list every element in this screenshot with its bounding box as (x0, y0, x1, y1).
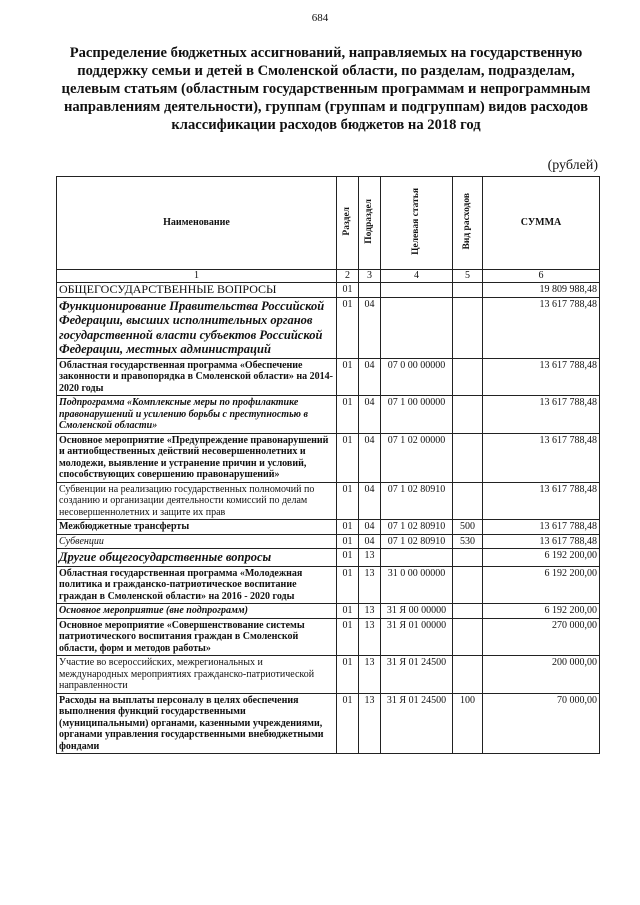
row-sum: 270 000,00 (483, 618, 600, 656)
column-number: 2 (337, 270, 359, 283)
row-section: 01 (337, 433, 359, 482)
row-subsection: 04 (359, 396, 381, 434)
row-type (453, 396, 483, 434)
row-section: 01 (337, 534, 359, 549)
row-section: 01 (337, 482, 359, 520)
header-subsection: Подраздел (359, 177, 381, 270)
row-name: Подпрограмма «Комплексные меры по профилактике правонарушений и усилению борьбы с преступностью в Смоленской области» (57, 396, 337, 434)
row-subsection: 13 (359, 693, 381, 754)
row-subsection: 13 (359, 656, 381, 694)
row-section: 01 (337, 396, 359, 434)
row-section: 01 (337, 520, 359, 535)
row-type (453, 358, 483, 396)
row-type: 500 (453, 520, 483, 535)
table-row (57, 566, 600, 604)
row-name: Функционирование Правительства Российской Федерации, высших исполнительных органов государственной власти субъектов Российской Федерации, местных администраций (57, 297, 337, 358)
row-type (453, 618, 483, 656)
row-sum: 70 000,00 (483, 693, 600, 754)
row-type (453, 283, 483, 298)
row-section: 01 (337, 358, 359, 396)
budget-table (56, 176, 600, 754)
row-sum: 6 192 200,00 (483, 604, 600, 619)
row-name: ОБЩЕГОСУДАРСТВЕННЫЕ ВОПРОСЫ (57, 283, 337, 298)
row-sum: 13 617 788,48 (483, 358, 600, 396)
column-number: 5 (453, 270, 483, 283)
row-section: 01 (337, 693, 359, 754)
row-target: 31 Я 01 24500 (381, 656, 453, 694)
table-row (57, 358, 600, 396)
table-row (57, 549, 600, 567)
row-target: 31 Я 00 00000 (381, 604, 453, 619)
table-row (57, 482, 600, 520)
row-type: 530 (453, 534, 483, 549)
row-target: 07 1 02 80910 (381, 482, 453, 520)
table-row (57, 283, 600, 298)
row-name: Областная государственная программа «Обеспечение законности и правопорядка в Смоленской области» на 2014-2020 годы (57, 358, 337, 396)
row-name: Областная государственная программа «Молодежная политика и гражданско-патриотическое воспитание граждан в Смоленской области» на 2016 - 2020 годы (57, 566, 337, 604)
table-row (57, 396, 600, 434)
row-type (453, 482, 483, 520)
row-subsection: 13 (359, 604, 381, 619)
row-name: Межбюджетные трансферты (57, 520, 337, 535)
row-section: 01 (337, 656, 359, 694)
row-target: 07 1 02 00000 (381, 433, 453, 482)
header-expense-type: Вид расходов (453, 177, 483, 270)
row-target: 31 Я 01 24500 (381, 693, 453, 754)
table-row (57, 656, 600, 694)
row-target (381, 549, 453, 567)
table-row (57, 520, 600, 535)
row-target: 07 1 00 00000 (381, 396, 453, 434)
column-number: 1 (57, 270, 337, 283)
row-type (453, 566, 483, 604)
table-row (57, 297, 600, 358)
row-subsection: 04 (359, 520, 381, 535)
table-row (57, 433, 600, 482)
table-row (57, 693, 600, 754)
row-type (453, 433, 483, 482)
row-name: Другие общегосударственные вопросы (57, 549, 337, 567)
row-type (453, 656, 483, 694)
row-target: 31 Я 01 00000 (381, 618, 453, 656)
row-sum: 13 617 788,48 (483, 297, 600, 358)
table-row (57, 618, 600, 656)
row-subsection: 04 (359, 358, 381, 396)
row-sum: 13 617 788,48 (483, 433, 600, 482)
row-target: 07 1 02 80910 (381, 520, 453, 535)
row-sum: 13 617 788,48 (483, 534, 600, 549)
row-sum: 200 000,00 (483, 656, 600, 694)
row-name: Расходы на выплаты персоналу в целях обеспечения выполнения функций государственными (муниципальными) органами, казенными учреждениями, органами управления государственными внебюджетными фондами (57, 693, 337, 754)
row-section: 01 (337, 566, 359, 604)
row-type (453, 297, 483, 358)
row-subsection: 04 (359, 297, 381, 358)
row-sum: 19 809 988,48 (483, 283, 600, 298)
column-number: 3 (359, 270, 381, 283)
row-section: 01 (337, 618, 359, 656)
row-subsection: 13 (359, 618, 381, 656)
column-number-row (57, 270, 600, 283)
row-section: 01 (337, 604, 359, 619)
row-type (453, 549, 483, 567)
row-target (381, 283, 453, 298)
units-label: (рублей) (547, 158, 598, 173)
row-name: Основное мероприятие (вне подпрограмм) (57, 604, 337, 619)
row-type: 100 (453, 693, 483, 754)
header-sum: СУММА (483, 177, 600, 270)
row-subsection (359, 283, 381, 298)
header-target: Целевая статья (381, 177, 453, 270)
page-number: 684 (311, 12, 329, 24)
row-subsection: 04 (359, 534, 381, 549)
row-target: 07 1 02 80910 (381, 534, 453, 549)
row-type (453, 604, 483, 619)
row-section: 01 (337, 283, 359, 298)
row-sum: 13 617 788,48 (483, 396, 600, 434)
table-header-row (57, 177, 600, 270)
row-subsection: 04 (359, 482, 381, 520)
row-target: 31 0 00 00000 (381, 566, 453, 604)
row-subsection: 04 (359, 433, 381, 482)
header-name: Наименование (57, 177, 337, 270)
row-name: Субвенции (57, 534, 337, 549)
row-sum: 6 192 200,00 (483, 566, 600, 604)
row-sum: 6 192 200,00 (483, 549, 600, 567)
table-row (57, 534, 600, 549)
document-title: Распределение бюджетных ассигнований, направляемых на государственную поддержку семьи и детей в Смоленской области, по разделам, подразделам, целевым статьям (областным государственным программам и непрограммным направлениям деятельности), группам (группам и подгруппам) видов расходов классификации расходов бюджетов на 2018 год (61, 45, 591, 133)
row-name: Основное мероприятие «Предупреждение правонарушений и антиобщественных действий несовершеннолетних и молодежи, выявление и устранение причин и условий, способствующих совершению правонарушений» (57, 433, 337, 482)
row-section: 01 (337, 297, 359, 358)
row-sum: 13 617 788,48 (483, 482, 600, 520)
row-target (381, 297, 453, 358)
row-subsection: 13 (359, 566, 381, 604)
row-section: 01 (337, 549, 359, 567)
row-subsection: 13 (359, 549, 381, 567)
header-section: Раздел (337, 177, 359, 270)
row-target: 07 0 00 00000 (381, 358, 453, 396)
table-row (57, 604, 600, 619)
column-number: 6 (483, 270, 600, 283)
column-number: 4 (381, 270, 453, 283)
row-sum: 13 617 788,48 (483, 520, 600, 535)
row-name: Субвенции на реализацию государственных полномочий по созданию и организации деятельности комиссий по делам несовершеннолетних и защите их прав (57, 482, 337, 520)
row-name: Участие во всероссийских, межрегиональных и международных мероприятиях гражданско-патриотической направленности (57, 656, 337, 694)
row-name: Основное мероприятие «Совершенствование системы патриотического воспитания граждан в Смоленской области, форм и методов работы» (57, 618, 337, 656)
